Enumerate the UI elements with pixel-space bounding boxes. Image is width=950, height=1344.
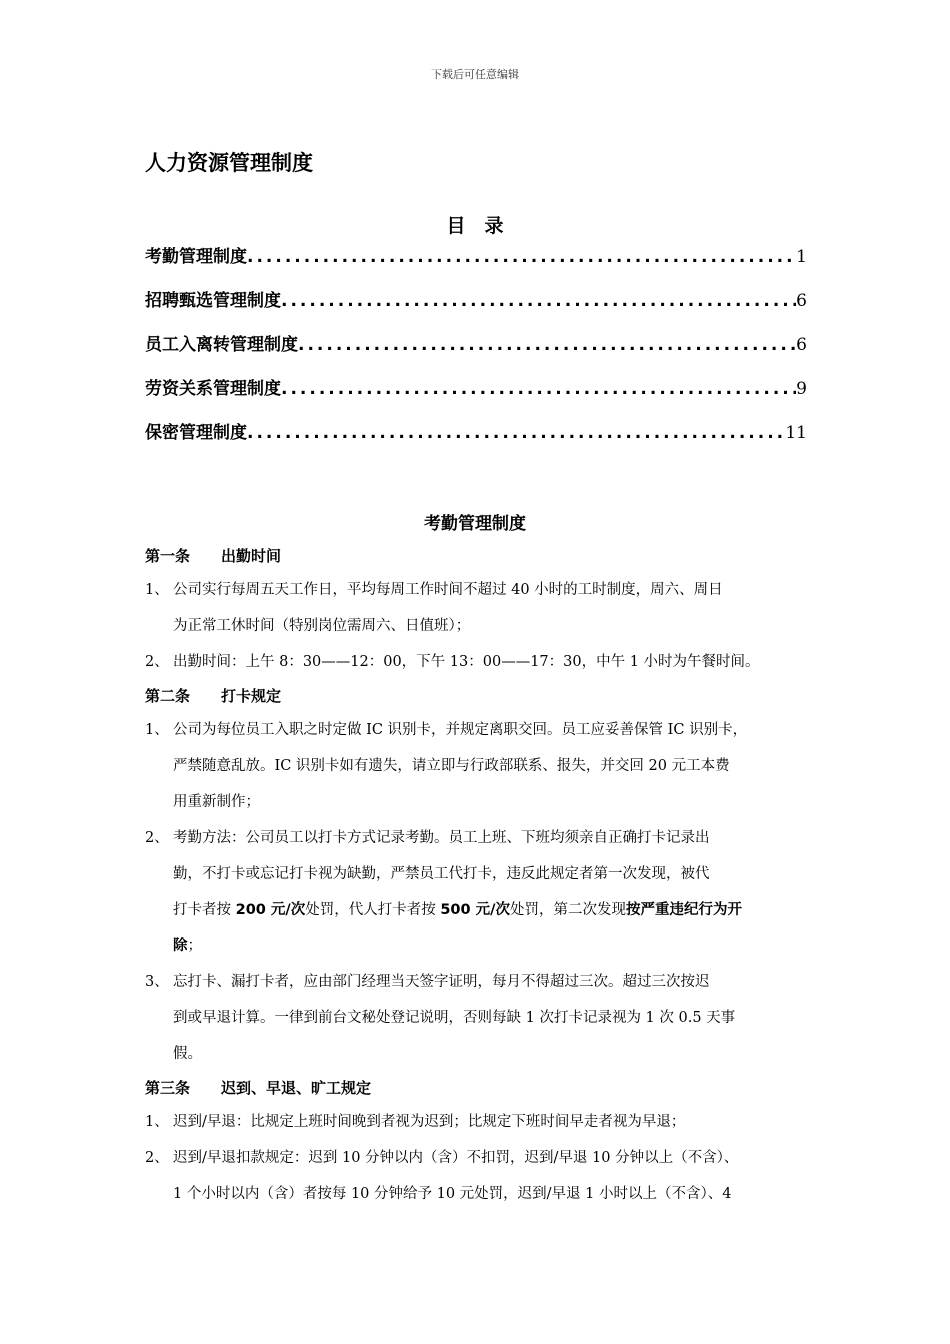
item-text-line: 勤，不打卡或忘记打卡视为缺勤，严禁员工代打卡，违反此规定者第一次发现，被代 xyxy=(173,866,710,882)
toc-entry-page: 6 xyxy=(796,335,807,355)
article-heading xyxy=(145,680,817,712)
item-text-line: 出勤时间：上午 8：30——12：00，下午 13：00——17：30，中午 1 小时为午餐时间。 xyxy=(173,654,760,670)
toc-entry[interactable] xyxy=(145,333,807,377)
item-text-line xyxy=(173,928,817,964)
list-item xyxy=(145,644,817,680)
toc-leader-dots xyxy=(281,289,796,313)
toc-entry-label: 保密管理制度 xyxy=(145,423,247,443)
toc-leader-dots xyxy=(281,377,796,401)
toc-entry-label: 招聘甄选管理制度 xyxy=(145,291,281,311)
toc-leader-dots xyxy=(247,421,785,445)
text-run: 处罚，第二次发现 xyxy=(509,902,626,918)
text-run: 打卡者按 xyxy=(173,902,236,918)
article-title: 迟到、早退、旷工规定 xyxy=(221,1079,372,1097)
item-text-line: 到或早退计算。一律到前台文秘处登记说明，否则每缺 1 次打卡记录视为 1 次 0.5 天事 xyxy=(173,1010,736,1026)
article-heading xyxy=(145,1072,817,1104)
toc-entry-page: 11 xyxy=(785,423,807,443)
article-title: 出勤时间 xyxy=(221,547,282,565)
list-item xyxy=(145,964,817,1072)
item-text-line: 1 个小时以内（含）者按每 10 分钟给予 10 元处罚，迟到/早退 1 小时以上（不含）、4 xyxy=(173,1186,732,1202)
list-item xyxy=(145,712,817,820)
list-item xyxy=(145,820,817,964)
list-item xyxy=(145,572,817,644)
table-of-contents xyxy=(145,245,807,465)
section-title: 考勤管理制度 xyxy=(424,514,526,534)
article-heading xyxy=(145,540,817,572)
toc-leader-dots xyxy=(298,333,796,357)
toc-entry[interactable] xyxy=(145,377,807,421)
item-text-line: 严禁随意乱放。IC 识别卡如有遗失，请立即与行政部联系、报失，并交回 20 元工本费 xyxy=(173,758,730,774)
toc-entry-label: 劳资关系管理制度 xyxy=(145,379,281,399)
toc-entry-label: 考勤管理制度 xyxy=(145,247,247,267)
toc-entry[interactable] xyxy=(145,245,807,289)
item-text-line: 迟到/早退扣款规定：迟到 10 分钟以内（含）不扣罚，迟到/早退 10 分钟以上（不含）、 xyxy=(173,1150,739,1166)
toc-title: 目 录 xyxy=(446,215,504,237)
toc-entry-page: 9 xyxy=(796,379,807,399)
text-run: ； xyxy=(187,938,202,954)
document-title: 人力资源管理制度 xyxy=(145,151,313,175)
page-header-note: 下载后可任意编辑 xyxy=(431,68,519,81)
item-number: 2、 xyxy=(145,654,169,670)
toc-entry[interactable] xyxy=(145,289,807,333)
item-text-line: 公司为每位员工入职之时定做 IC 识别卡，并规定离职交回。员工应妥善保管 IC 识别卡， xyxy=(173,722,748,738)
section-body xyxy=(145,540,817,1212)
item-number: 3、 xyxy=(145,974,169,990)
toc-entry-page: 1 xyxy=(796,247,807,267)
bold-dismissal-text: 按严重违纪行为开 xyxy=(625,902,742,918)
item-text-line: 考勤方法：公司员工以打卡方式记录考勤。员工上班、下班均须亲自正确打卡记录出 xyxy=(173,830,710,846)
item-text-line: 用重新制作； xyxy=(173,794,260,810)
item-text-line: 假。 xyxy=(173,1046,202,1062)
item-text-line: 迟到/早退：比规定上班时间晚到者视为迟到；比规定下班时间早走者视为早退； xyxy=(173,1114,686,1130)
list-item xyxy=(145,1140,817,1212)
article-title: 打卡规定 xyxy=(221,687,282,705)
item-text-line xyxy=(173,892,817,928)
article-number: 第一条 xyxy=(145,547,191,565)
item-number: 1、 xyxy=(145,722,169,738)
item-number: 1、 xyxy=(145,582,169,598)
toc-entry-page: 6 xyxy=(796,291,807,311)
list-item xyxy=(145,1104,817,1140)
toc-leader-dots xyxy=(247,245,796,269)
toc-entry[interactable] xyxy=(145,421,807,465)
toc-entry-label: 员工入离转管理制度 xyxy=(145,335,298,355)
item-text-line: 为正常工休时间（特别岗位需周六、日值班）； xyxy=(173,618,471,634)
item-number: 2、 xyxy=(145,830,169,846)
article-number: 第三条 xyxy=(145,1079,191,1097)
item-text-line: 公司实行每周五天工作日，平均每周工作时间不超过 40 小时的工时制度，周六、周日 xyxy=(173,582,723,598)
text-run: 处罚，代人打卡者按 xyxy=(305,902,441,918)
bold-penalty-text: 200 元/次 xyxy=(235,902,306,918)
bold-penalty-text: 500 元/次 xyxy=(440,902,510,918)
bold-dismissal-text: 除 xyxy=(173,938,188,954)
item-text-line: 忘打卡、漏打卡者，应由部门经理当天签字证明，每月不得超过三次。超过三次按迟 xyxy=(173,974,710,990)
article-number: 第二条 xyxy=(145,687,191,705)
item-number: 2、 xyxy=(145,1150,169,1166)
item-number: 1、 xyxy=(145,1114,169,1130)
